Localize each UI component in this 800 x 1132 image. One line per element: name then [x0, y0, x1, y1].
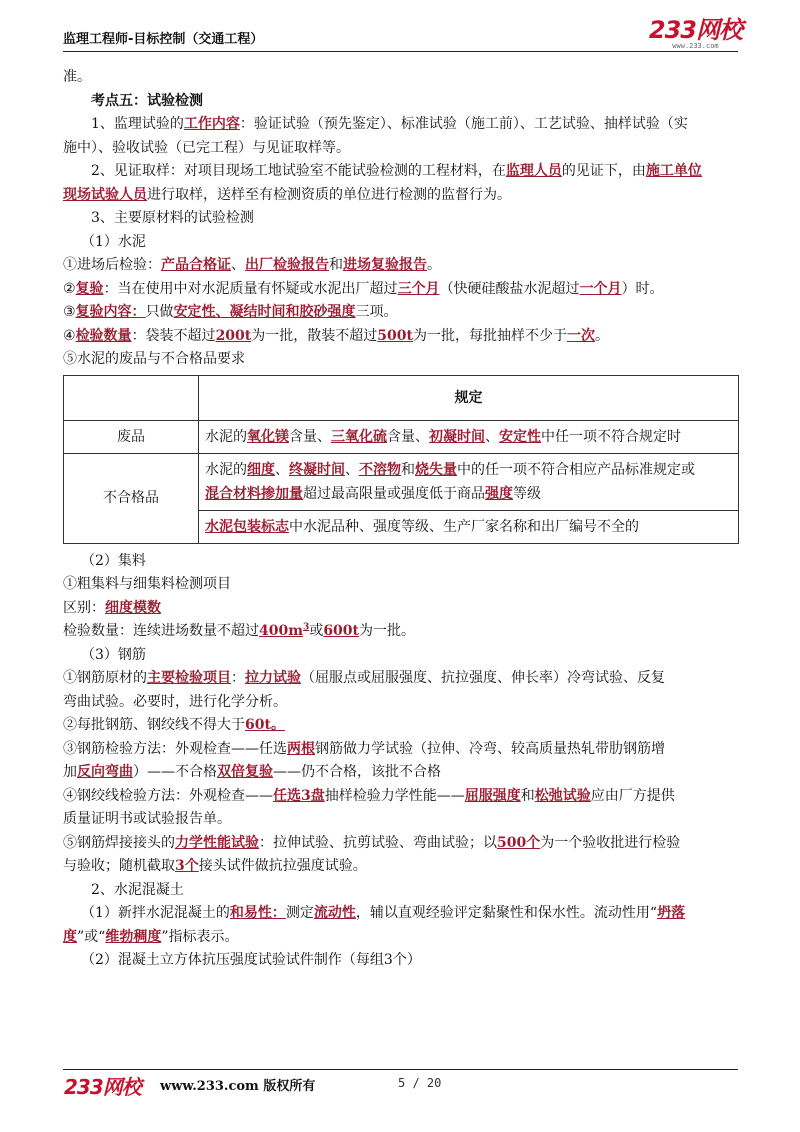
- paragraph-line: [63, 301, 739, 325]
- key-term: 混合材料掺加量: [205, 485, 303, 502]
- key-term: 出厂检验报告: [245, 257, 329, 273]
- key-term: 氧化镁: [247, 428, 289, 445]
- table-row: [64, 453, 739, 510]
- table-row: [64, 420, 739, 453]
- key-term: 不溶物: [359, 461, 401, 478]
- key-term: 反向弯曲: [77, 764, 133, 780]
- page-number: 5 / 20: [398, 1076, 442, 1090]
- text: ①粗集料与细集料检测项目: [63, 576, 231, 592]
- table-cell: [199, 453, 739, 510]
- text: 测定: [285, 905, 314, 921]
- text: 中的任一项不符合相应产品标准规定或: [457, 461, 695, 478]
- table-header-row: [64, 375, 739, 420]
- text: 进行取样，送样至有检测资质的单位进行检测的监督行为。: [147, 186, 511, 203]
- text: （屈服点或屈服强度、抗拉强度、伸长率）冷弯试验、反复: [301, 670, 665, 686]
- text: 1、监理试验的: [91, 116, 184, 132]
- text: 水泥的: [205, 461, 247, 478]
- paragraph-line: [63, 761, 739, 785]
- header-logo-text: 233网校: [648, 16, 742, 44]
- paragraph-line: [63, 348, 739, 372]
- paragraph-line: [63, 667, 739, 691]
- key-term: 三氧化硫: [331, 428, 387, 445]
- paragraph-line: [63, 207, 739, 231]
- row-label-reject: 废品: [64, 420, 199, 453]
- key-term: 松弛试验: [534, 787, 591, 804]
- key-term: 400m: [259, 623, 304, 639]
- text: ①钢筋原材的: [63, 670, 147, 686]
- paragraph-line: [63, 160, 739, 184]
- key-term: 产品合格证: [161, 257, 231, 273]
- text: 水泥的: [205, 428, 247, 445]
- text: ）——不合格: [133, 764, 217, 780]
- paragraph-line: [63, 691, 739, 715]
- text: ⑤钢筋焊接接头的: [63, 834, 175, 851]
- key-term: 流动性: [313, 905, 356, 921]
- key-term: 坍落: [657, 905, 686, 921]
- paragraph-line: [63, 325, 739, 349]
- key-term: 烧失量: [415, 461, 457, 478]
- text: 中水泥品种、强度等级、生产厂家名称和出厂编号不全的: [289, 518, 639, 535]
- key-term: 监理人员: [505, 163, 562, 179]
- text: （1）新拌水泥混凝土的: [81, 905, 230, 921]
- paragraph-line: [63, 644, 739, 668]
- paragraph-line: [63, 573, 739, 597]
- text: ④: [63, 327, 76, 344]
- text: ②: [63, 280, 76, 297]
- text: 区别：: [63, 599, 105, 616]
- key-term: 一个月: [579, 280, 622, 297]
- text: 接头试件做抗拉强度试验。: [198, 858, 367, 874]
- paragraph-line: [63, 550, 739, 574]
- cement-spec-table: [63, 375, 739, 544]
- paragraph-line: [63, 879, 739, 903]
- text: ——仍不合格，该批不合格: [273, 764, 441, 780]
- text: 为一批，每批抽样不少于: [412, 327, 567, 344]
- text: 加: [63, 764, 77, 780]
- key-term: 力学性能试验: [175, 834, 259, 851]
- text: （2）混凝土立方体抗压强度试验试件制作（每组3个）: [81, 952, 421, 968]
- key-term: 安定性: [499, 428, 541, 445]
- text: （3）钢筋: [81, 646, 146, 663]
- paragraph-line: [63, 785, 739, 809]
- key-term: 施工单位: [645, 163, 702, 179]
- row-label-nonconforming: 不合格品: [64, 453, 199, 543]
- heading-text: 考点五：试验检测: [91, 92, 203, 109]
- text: ：袋装不超过: [131, 327, 216, 344]
- text: ①进场后检验：: [63, 257, 161, 273]
- main-content: [63, 66, 739, 973]
- text: 2、见证取样：对项目现场工地试验室不能试验检测的工程材料，在: [91, 163, 506, 179]
- key-term: 三个月: [397, 280, 440, 297]
- text: 2、水泥混凝土: [91, 881, 184, 898]
- text: 为一批，散装不超过: [251, 327, 378, 344]
- paragraph-line: [63, 714, 739, 738]
- text: 或: [309, 623, 324, 639]
- table-header-cell: 规定: [199, 375, 739, 420]
- text: 、: [275, 461, 289, 478]
- key-term: 主要检验项目: [147, 670, 231, 686]
- key-term: 600t: [323, 623, 360, 639]
- table-cell: [199, 420, 739, 453]
- key-term: 拉力试验: [245, 670, 301, 686]
- key-term: 检验数量: [75, 327, 132, 344]
- text: 、: [345, 461, 359, 478]
- paragraph-line: [63, 597, 739, 621]
- text: 超过最高限量或强度低于商品: [303, 485, 485, 502]
- text: ，辅以直观经验评定黏聚性和保水性。流动性用“: [355, 905, 658, 921]
- paragraph-line: [63, 902, 739, 926]
- text: 。: [427, 257, 441, 273]
- superscript: 3: [303, 622, 310, 633]
- key-term: 复验: [75, 280, 104, 297]
- text: 施中）、验收试验（已完工程）与见证取样等。: [63, 139, 350, 156]
- key-term: 维勃稠度: [105, 928, 162, 945]
- text: 等级: [513, 485, 541, 502]
- paragraph-line: [63, 620, 739, 644]
- text: 含量、: [289, 428, 331, 445]
- paragraph-line: [63, 738, 739, 762]
- text: 含量、: [387, 428, 429, 445]
- key-term: 一次: [566, 327, 595, 344]
- paragraph-line: [63, 231, 739, 255]
- key-term: 初凝时间: [429, 428, 485, 445]
- cell-line: [205, 482, 732, 506]
- text: ：拉伸试验、抗剪试验、弯曲试验；以: [259, 834, 497, 851]
- paragraph-line: [63, 808, 739, 832]
- text: 与验收；随机截取: [63, 858, 175, 874]
- table-header-empty-cell: [64, 375, 199, 420]
- paragraph-line: [63, 137, 739, 161]
- key-term: 进场复验报告: [343, 257, 427, 273]
- table-cell: [199, 510, 739, 543]
- text: ）时。: [621, 280, 664, 297]
- text: 为一批。: [359, 623, 416, 639]
- text: 和: [401, 461, 415, 478]
- header-rule: [63, 51, 738, 52]
- paragraph-line: [63, 113, 739, 137]
- text: 三项。: [355, 304, 398, 320]
- text: （快硬硅酸盐水泥超过: [439, 280, 580, 297]
- text: ：当在使用中对水泥质量有怀疑或水泥出厂超过: [103, 280, 398, 297]
- key-term: 500t: [377, 327, 413, 344]
- text: 应由厂方提供: [590, 787, 675, 804]
- text: （1）水泥: [81, 233, 146, 250]
- paragraph-line: [63, 855, 739, 879]
- key-term: 两根: [287, 740, 315, 757]
- key-term: 复验内容：: [75, 304, 146, 320]
- text: 检验数量：连续进场数量不超过: [63, 623, 259, 639]
- text: 和: [329, 257, 343, 273]
- text: 。: [594, 327, 609, 344]
- cell-line: [205, 458, 732, 482]
- text: 只做: [145, 304, 174, 320]
- text: ②每批钢筋、钢绞线不得大于: [63, 717, 245, 733]
- key-term: 和易性：: [229, 905, 286, 921]
- key-term: 安定性、凝结时间和胶砂强度: [173, 304, 356, 320]
- header-logo-url: www.233.com: [672, 42, 719, 50]
- key-term: 工作内容: [183, 116, 240, 132]
- paragraph-line: [63, 832, 739, 856]
- header-logo[interactable]: [649, 18, 742, 50]
- key-term: 强度: [485, 485, 513, 502]
- paragraph-line: [63, 254, 739, 278]
- key-term: 任选3盘: [273, 787, 325, 804]
- text: ”指标表示。: [161, 928, 239, 945]
- text: 3、主要原材料的试验检测: [91, 210, 254, 226]
- paragraph-line: [63, 926, 739, 950]
- footer-logo[interactable]: 233网校: [64, 1075, 141, 1099]
- key-term: 度: [63, 928, 77, 945]
- key-term: 200t: [215, 327, 252, 344]
- text: 抽样检验力学性能——: [324, 787, 465, 804]
- key-term: 现场试验人员: [63, 186, 147, 203]
- text: 钢筋做力学试验（拉伸、冷弯、较高质量热轧带肋钢筋增: [315, 740, 665, 757]
- text: ”或“: [77, 928, 106, 945]
- text: 弯曲试验。必要时，进行化学分析。: [63, 693, 287, 710]
- text: ③: [63, 304, 76, 320]
- text: 的见证下，由: [561, 163, 646, 179]
- key-term: 3个: [175, 858, 199, 874]
- text: ③钢筋检验方法：外观检查——任选: [63, 740, 287, 757]
- header-title: 监理工程师-目标控制（交通工程）: [63, 32, 264, 47]
- key-term: 60t。: [245, 717, 285, 733]
- paragraph-line: [63, 949, 739, 973]
- key-term: 水泥包装标志: [205, 518, 289, 535]
- text: 、: [485, 428, 499, 445]
- text: （2）集料: [81, 552, 146, 569]
- text: ⑤水泥的废品与不合格品要求: [63, 351, 245, 367]
- key-term: 双倍复验: [217, 764, 273, 780]
- paragraph-line: [63, 278, 739, 302]
- key-term: 500个: [497, 834, 541, 851]
- text: 质量证明书或试验报告单。: [63, 811, 231, 827]
- text: 中任一项不符合规定时: [541, 428, 681, 445]
- key-term: 细度模数: [105, 599, 161, 616]
- key-term: 细度: [247, 461, 275, 478]
- text: ：: [231, 670, 245, 686]
- paragraph-line: [63, 184, 739, 208]
- text: ④钢绞线检验方法：外观检查——: [63, 787, 273, 804]
- text: ：验证试验（预先鉴定）、标准试验（施工前）、工艺试验、抽样试验（实: [239, 116, 688, 132]
- key-term: 终凝时间: [289, 461, 345, 478]
- key-term: 屈服强度: [464, 787, 521, 804]
- footer-copyright: www.233.com 版权所有: [160, 1079, 316, 1094]
- text: 为一个验收批进行检验: [540, 834, 681, 851]
- section-heading: [63, 90, 739, 114]
- footer-rule: [63, 1069, 738, 1070]
- paragraph-line: [63, 66, 739, 90]
- text: 和: [520, 787, 535, 804]
- text: 准。: [63, 69, 91, 85]
- text: 、: [231, 257, 245, 273]
